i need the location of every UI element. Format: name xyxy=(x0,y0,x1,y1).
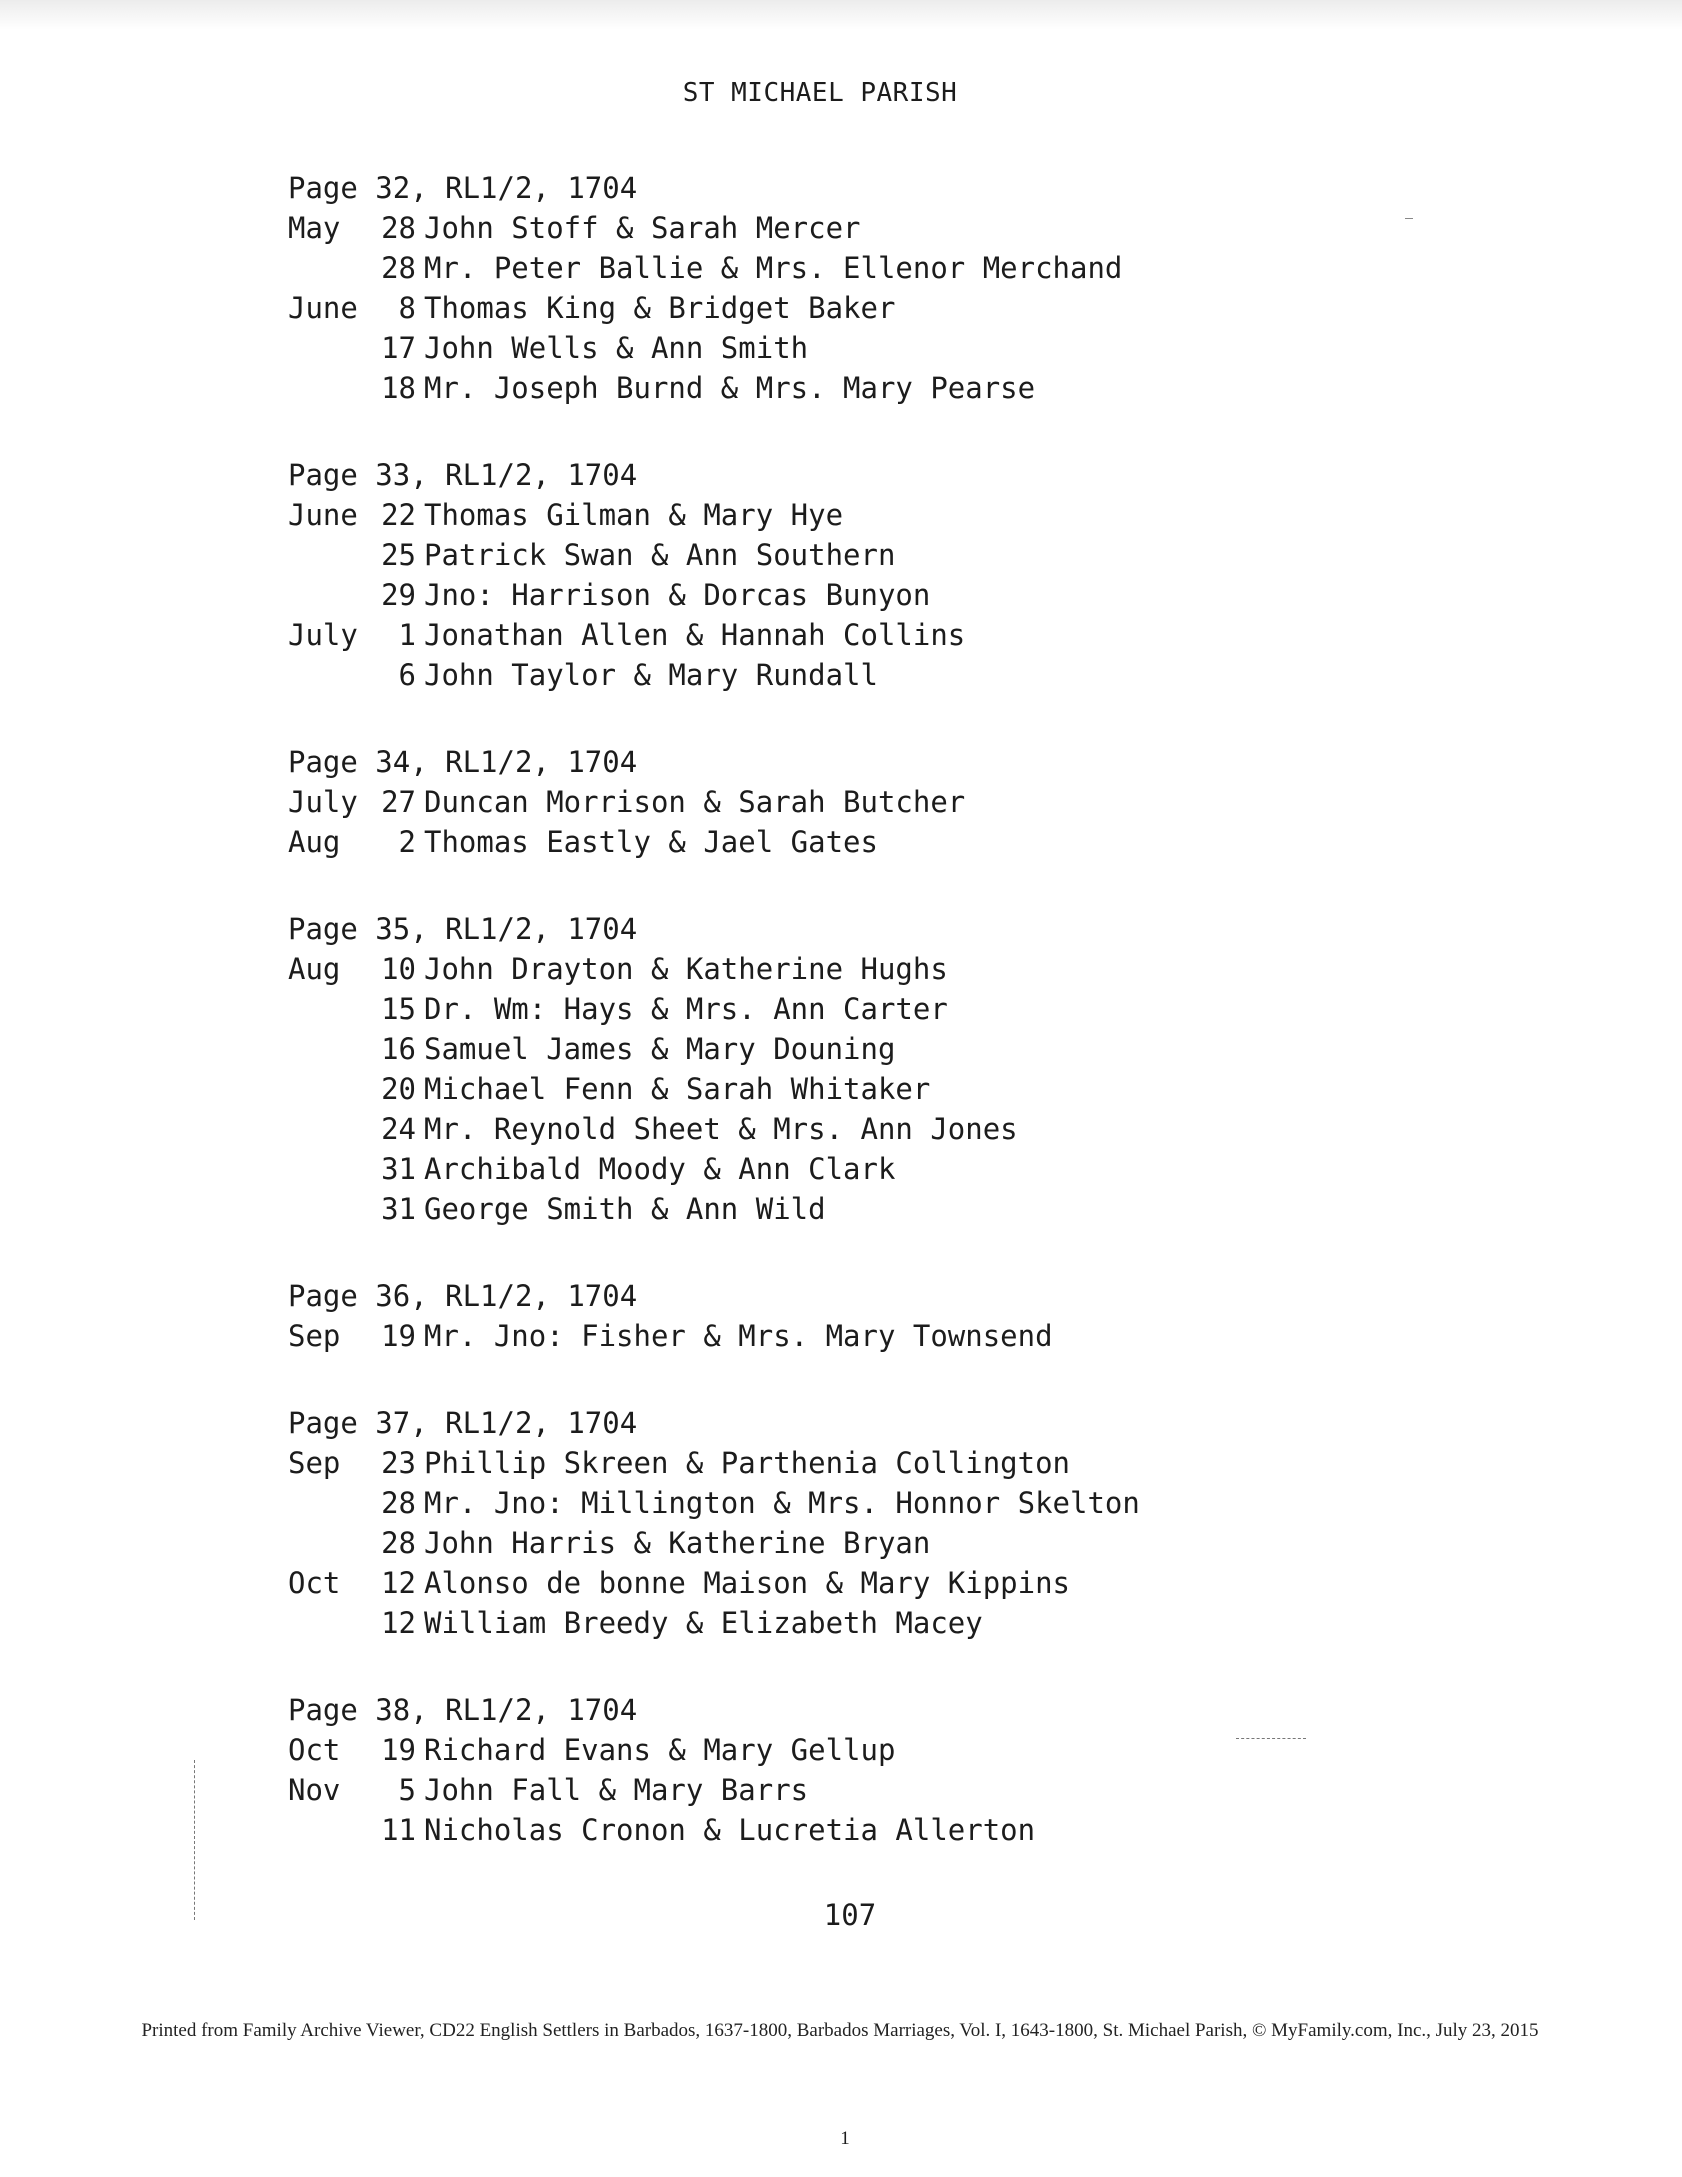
entry-day: 5 xyxy=(398,1773,416,1807)
entry-day: 27 xyxy=(381,785,416,819)
entry-day: 28 xyxy=(381,1486,416,1520)
entry-names: Thomas King & Bridget Baker xyxy=(424,291,896,325)
entry-day: 28 xyxy=(381,211,416,245)
entry-names: John Fall & Mary Barrs xyxy=(424,1773,809,1807)
print-footer: Printed from Family Archive Viewer, CD22 English Settlers in Barbados, 1637-1800, Barbados Marriages, Vol. I, 1643-1800, St. Michael Parish, © MyFamily.com, Inc., July 23, 2015 xyxy=(141,2020,1539,2041)
section-heading: Page 38, RL1/2, 1704 xyxy=(288,1693,638,1727)
entry-month: Oct xyxy=(288,1566,341,1600)
entry-day: 2 xyxy=(398,825,416,859)
marriage-entry-highlighted xyxy=(288,575,1488,615)
entry-month: June xyxy=(288,498,358,532)
record-section xyxy=(288,1276,1488,1356)
marriage-entry xyxy=(288,822,1488,862)
marriage-entry xyxy=(288,949,1488,989)
marriage-entry xyxy=(288,368,1488,408)
entry-names: Dr. Wm: Hays & Mrs. Ann Carter xyxy=(424,992,948,1026)
marriage-entry xyxy=(288,1316,1488,1356)
entry-names: John Harris & Katherine Bryan xyxy=(424,1526,931,1560)
sheet-number: 1 xyxy=(840,2128,850,2149)
entry-month: July xyxy=(288,618,358,652)
marriage-entry xyxy=(288,1523,1488,1563)
entry-day: 8 xyxy=(398,291,416,325)
entry-month: Nov xyxy=(288,1773,341,1807)
entry-day: 20 xyxy=(381,1072,416,1106)
record-section xyxy=(288,1690,1488,1850)
entry-month: Sep xyxy=(288,1319,341,1353)
entry-names: Thomas Gilman & Mary Hye xyxy=(424,498,844,532)
marriage-entry xyxy=(288,989,1488,1029)
scan-edge-shadow xyxy=(0,0,1682,30)
record-section xyxy=(288,168,1488,408)
entry-month: Aug xyxy=(288,825,341,859)
section-heading: Page 35, RL1/2, 1704 xyxy=(288,912,638,946)
entry-names: Mr. Joseph Burnd & Mrs. Mary Pearse xyxy=(424,371,1036,405)
entry-names: John Wells & Ann Smith xyxy=(424,331,809,365)
entry-names: George Smith & Ann Wild xyxy=(424,1192,826,1226)
marriage-entry xyxy=(288,655,1488,695)
entry-day: 31 xyxy=(381,1192,416,1226)
section-heading: Page 33, RL1/2, 1704 xyxy=(288,458,638,492)
entry-names: Jno: Harrison & Dorcas Bunyon xyxy=(424,578,931,612)
entry-names: Michael Fenn & Sarah Whitaker xyxy=(424,1072,931,1106)
section-heading: Page 36, RL1/2, 1704 xyxy=(288,1279,638,1313)
entry-month: July xyxy=(288,785,358,819)
section-heading: Page 34, RL1/2, 1704 xyxy=(288,745,638,779)
entry-day: 22 xyxy=(381,498,416,532)
entry-day: 17 xyxy=(381,331,416,365)
entry-day: 19 xyxy=(381,1319,416,1353)
record-section xyxy=(288,455,1488,695)
page-title: ST MICHAEL PARISH xyxy=(682,78,958,108)
entry-names: John Stoff & Sarah Mercer xyxy=(424,211,861,245)
entry-day: 25 xyxy=(381,538,416,572)
entry-names: Jonathan Allen & Hannah Collins xyxy=(424,618,966,652)
marriage-entry xyxy=(288,1730,1488,1770)
marriage-entry xyxy=(288,535,1488,575)
entry-month: May xyxy=(288,211,341,245)
marriage-entry xyxy=(288,288,1488,328)
entry-names: John Drayton & Katherine Hughs xyxy=(424,952,948,986)
entry-day: 31 xyxy=(381,1152,416,1186)
entry-day: 28 xyxy=(381,1526,416,1560)
marriage-entry xyxy=(288,1109,1488,1149)
entry-names: Alonso de bonne Maison & Mary Kippins xyxy=(424,1566,1071,1600)
entry-month: June xyxy=(288,291,358,325)
entry-day: 29 xyxy=(381,578,416,612)
entry-month: Oct xyxy=(288,1733,341,1767)
marriage-entry xyxy=(288,208,1488,248)
entry-names: Duncan Morrison & Sarah Butcher xyxy=(424,785,966,819)
entry-month: Sep xyxy=(288,1446,341,1480)
marriage-entry xyxy=(288,1189,1488,1229)
marriage-entry xyxy=(288,1443,1488,1483)
margin-scan-mark xyxy=(194,1760,196,1920)
entry-day: 24 xyxy=(381,1112,416,1146)
entry-names: Nicholas Cronon & Lucretia Allerton xyxy=(424,1813,1036,1847)
stray-dash-mark xyxy=(1236,1738,1306,1740)
entry-day: 1 xyxy=(398,618,416,652)
marriage-entry xyxy=(288,1770,1488,1810)
marriage-entry xyxy=(288,1810,1488,1850)
entry-names: William Breedy & Elizabeth Macey xyxy=(424,1606,983,1640)
entry-month: Aug xyxy=(288,952,341,986)
record-section xyxy=(288,1403,1488,1643)
entry-names: John Taylor & Mary Rundall xyxy=(424,658,878,692)
entry-names: Mr. Reynold Sheet & Mrs. Ann Jones xyxy=(424,1112,1018,1146)
marriage-entry xyxy=(288,495,1488,535)
entry-day: 12 xyxy=(381,1606,416,1640)
marriage-entry xyxy=(288,1069,1488,1109)
marriage-entry xyxy=(288,782,1488,822)
entry-day: 12 xyxy=(381,1566,416,1600)
entry-names: Thomas Eastly & Jael Gates xyxy=(424,825,878,859)
entry-day: 28 xyxy=(381,251,416,285)
entry-names: Mr. Jno: Millington & Mrs. Honnor Skelton xyxy=(424,1486,1140,1520)
marriage-entry xyxy=(288,1149,1488,1189)
marriage-entry xyxy=(288,1483,1488,1523)
marriage-entry xyxy=(288,1563,1488,1603)
marriage-entry xyxy=(288,1029,1488,1069)
entry-names: Richard Evans & Mary Gellup xyxy=(424,1733,896,1767)
entry-day: 6 xyxy=(398,658,416,692)
entry-day: 19 xyxy=(381,1733,416,1767)
entry-names: Patrick Swan & Ann Southern xyxy=(424,538,896,572)
page-number: 107 xyxy=(823,1898,877,1932)
entry-day: 15 xyxy=(381,992,416,1026)
marriage-records xyxy=(288,168,1488,1897)
marriage-entry xyxy=(288,1603,1488,1643)
entry-names: Samuel James & Mary Douning xyxy=(424,1032,896,1066)
entry-names: Mr. Peter Ballie & Mrs. Ellenor Merchand xyxy=(424,251,1123,285)
entry-day: 10 xyxy=(381,952,416,986)
section-heading: Page 37, RL1/2, 1704 xyxy=(288,1406,638,1440)
section-heading: Page 32, RL1/2, 1704 xyxy=(288,171,638,205)
entry-names: Mr. Jno: Fisher & Mrs. Mary Townsend xyxy=(424,1319,1053,1353)
marriage-entry xyxy=(288,328,1488,368)
entry-day: 11 xyxy=(381,1813,416,1847)
entry-names: Phillip Skreen & Parthenia Collington xyxy=(424,1446,1071,1480)
entry-day: 23 xyxy=(381,1446,416,1480)
record-section xyxy=(288,742,1488,862)
marriage-entry xyxy=(288,615,1488,655)
entry-day: 18 xyxy=(381,371,416,405)
entry-names: Archibald Moody & Ann Clark xyxy=(424,1152,896,1186)
marriage-entry xyxy=(288,248,1488,288)
entry-day: 16 xyxy=(381,1032,416,1066)
record-section xyxy=(288,909,1488,1229)
